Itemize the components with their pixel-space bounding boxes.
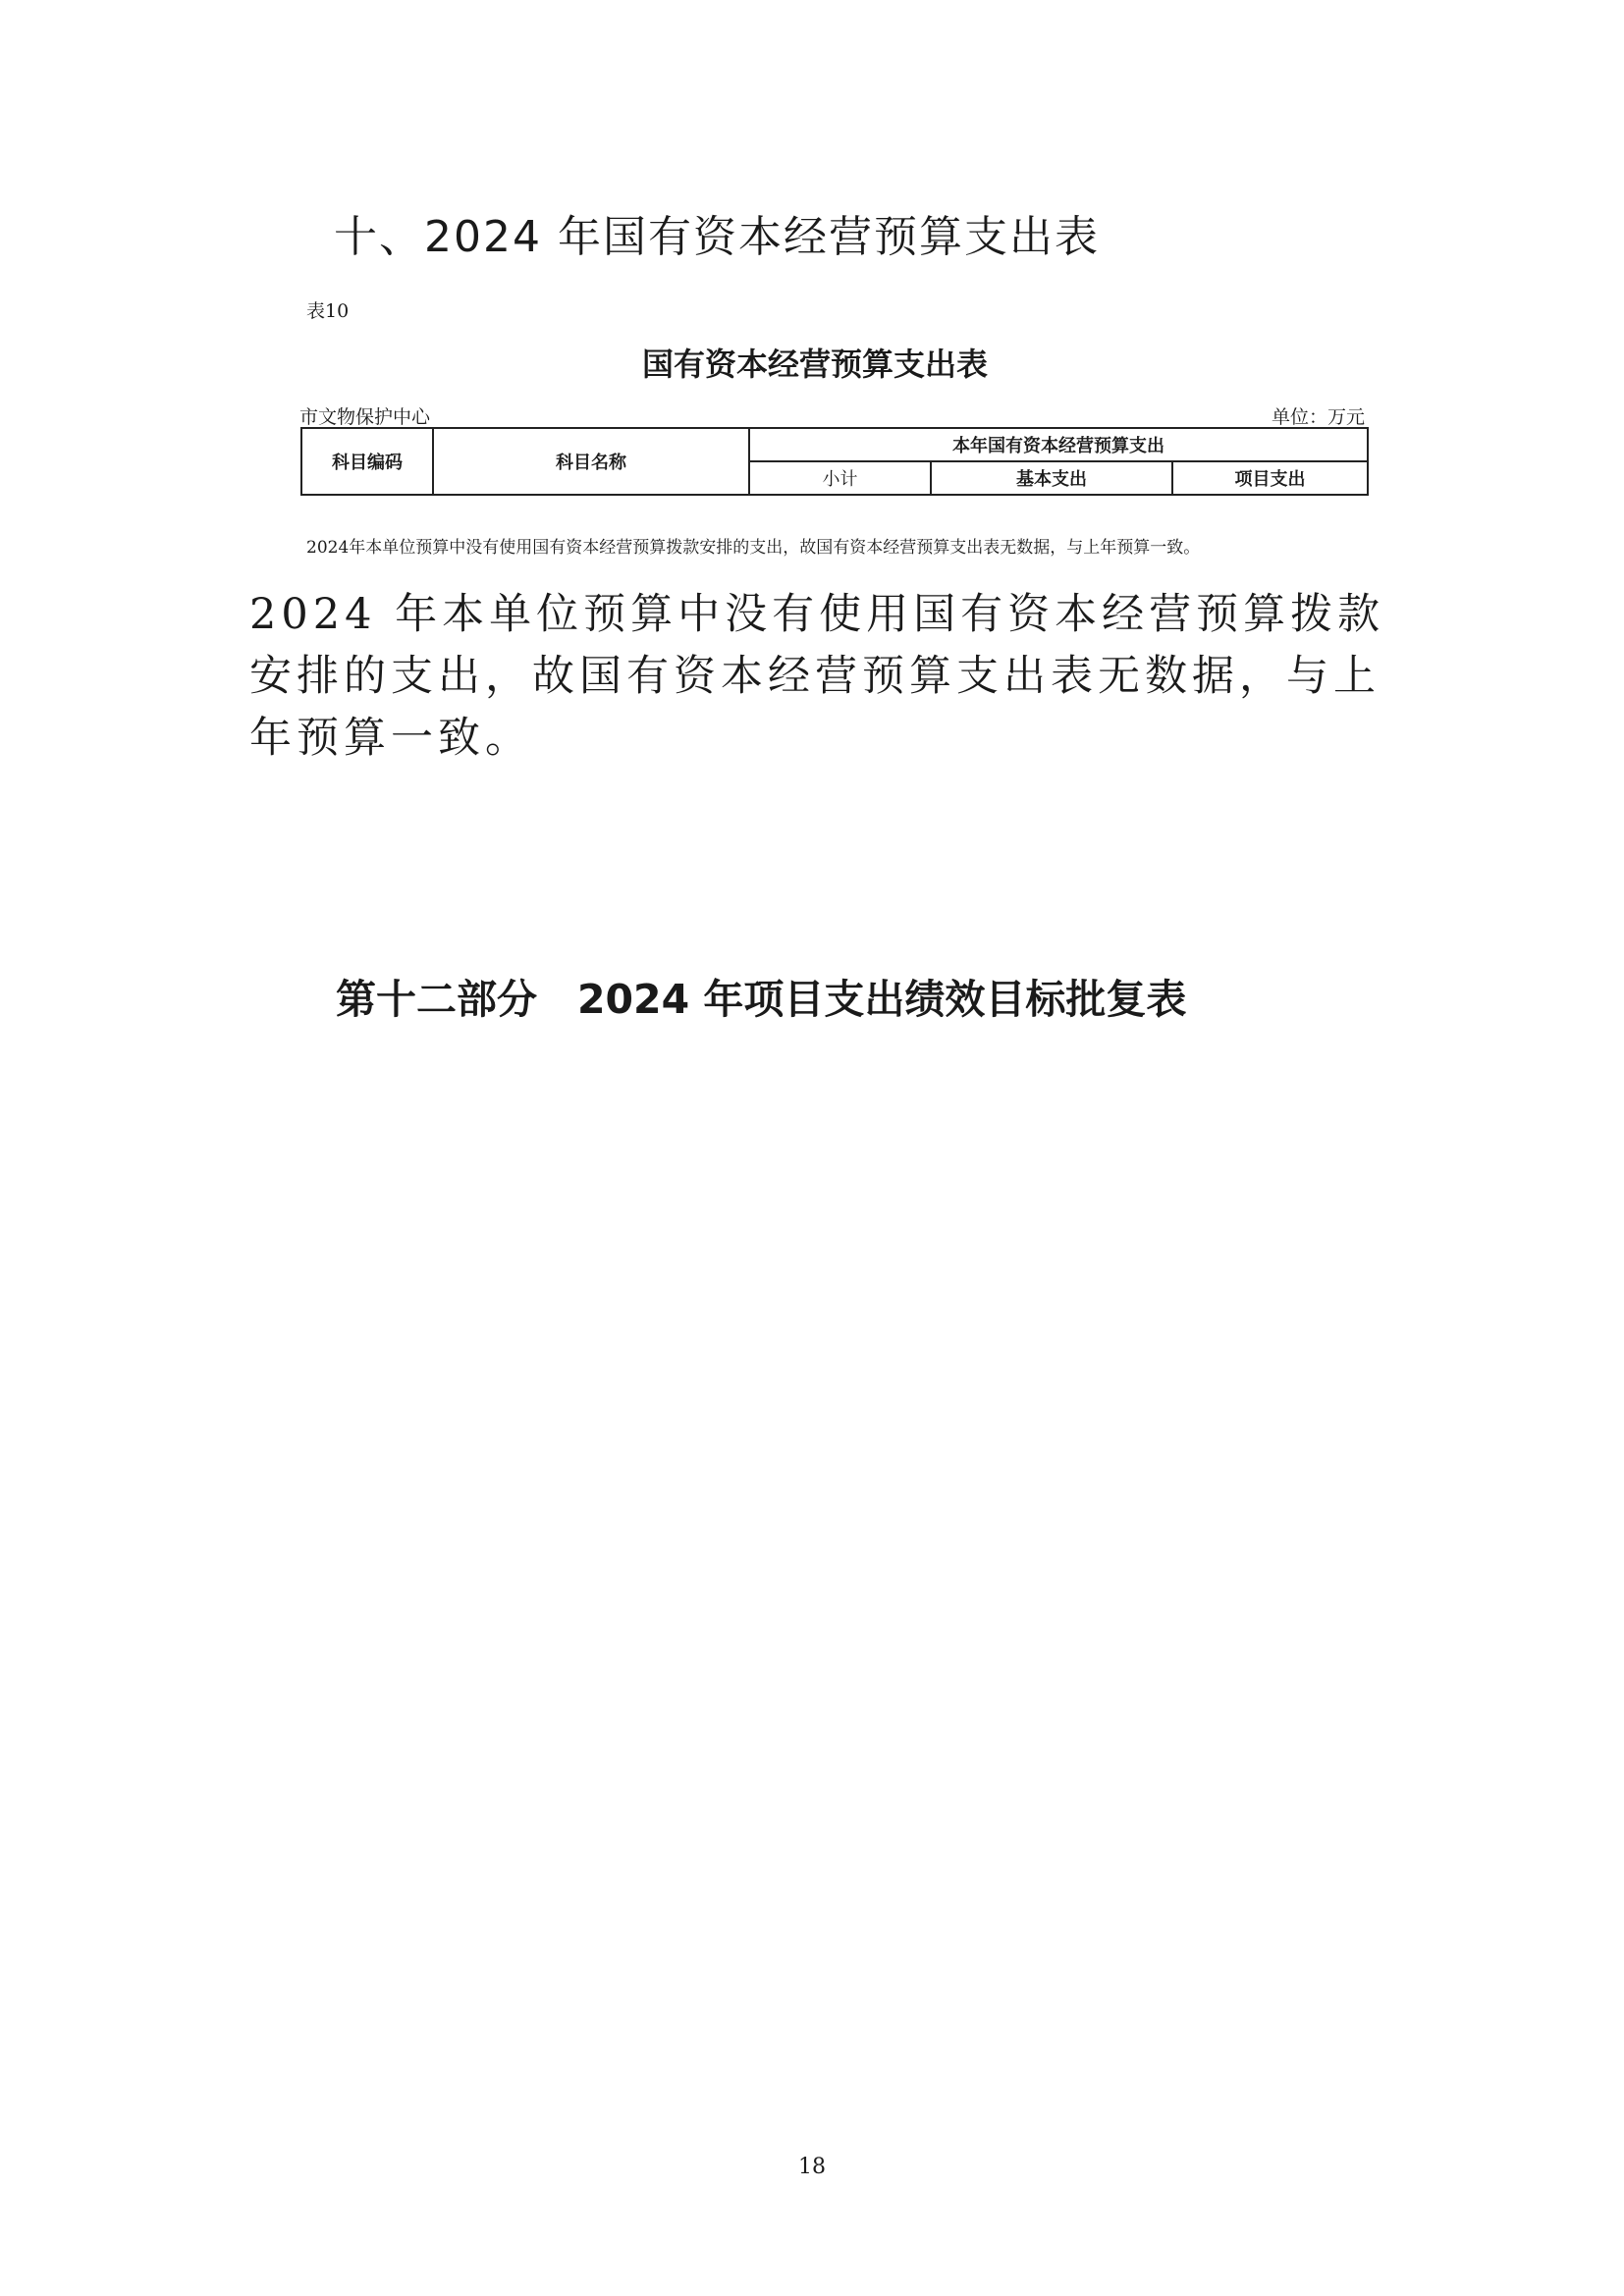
sub-project-header: 项目支出 [1172, 461, 1368, 495]
unit-label: 单位：万元 [1271, 406, 1365, 428]
table-title: 国有资本经营预算支出表 [641, 346, 988, 383]
budget-table [300, 427, 1369, 496]
page-number: 18 [798, 2155, 826, 2179]
col-code-header: 科目编码 [301, 428, 433, 495]
sub-total-header: 小计 [749, 461, 931, 495]
sub-basic-header: 基本支出 [931, 461, 1172, 495]
group-header: 本年国有资本经营预算支出 [749, 428, 1368, 461]
unit-name: 市文物保护中心 [299, 406, 431, 428]
table-number: 表10 [306, 300, 350, 322]
table-note: 2024年本单位预算中没有使用国有资本经营预算拨款安排的支出，故国有资本经营预算支出表无数据，与上年预算一致。 [306, 538, 1201, 558]
col-name-header: 科目名称 [433, 428, 749, 495]
table-header-row [301, 428, 1368, 461]
part-heading: 第十二部分 2024 年项目支出绩效目标批复表 [336, 976, 1187, 1023]
body-paragraph: 2024 年本单位预算中没有使用国有资本经营预算拨款安排的支出，故国有资本经营预算支出表无数据，与上年预算一致。 [249, 590, 1385, 763]
section-heading: 十、2024 年国有资本经营预算支出表 [334, 212, 1100, 262]
